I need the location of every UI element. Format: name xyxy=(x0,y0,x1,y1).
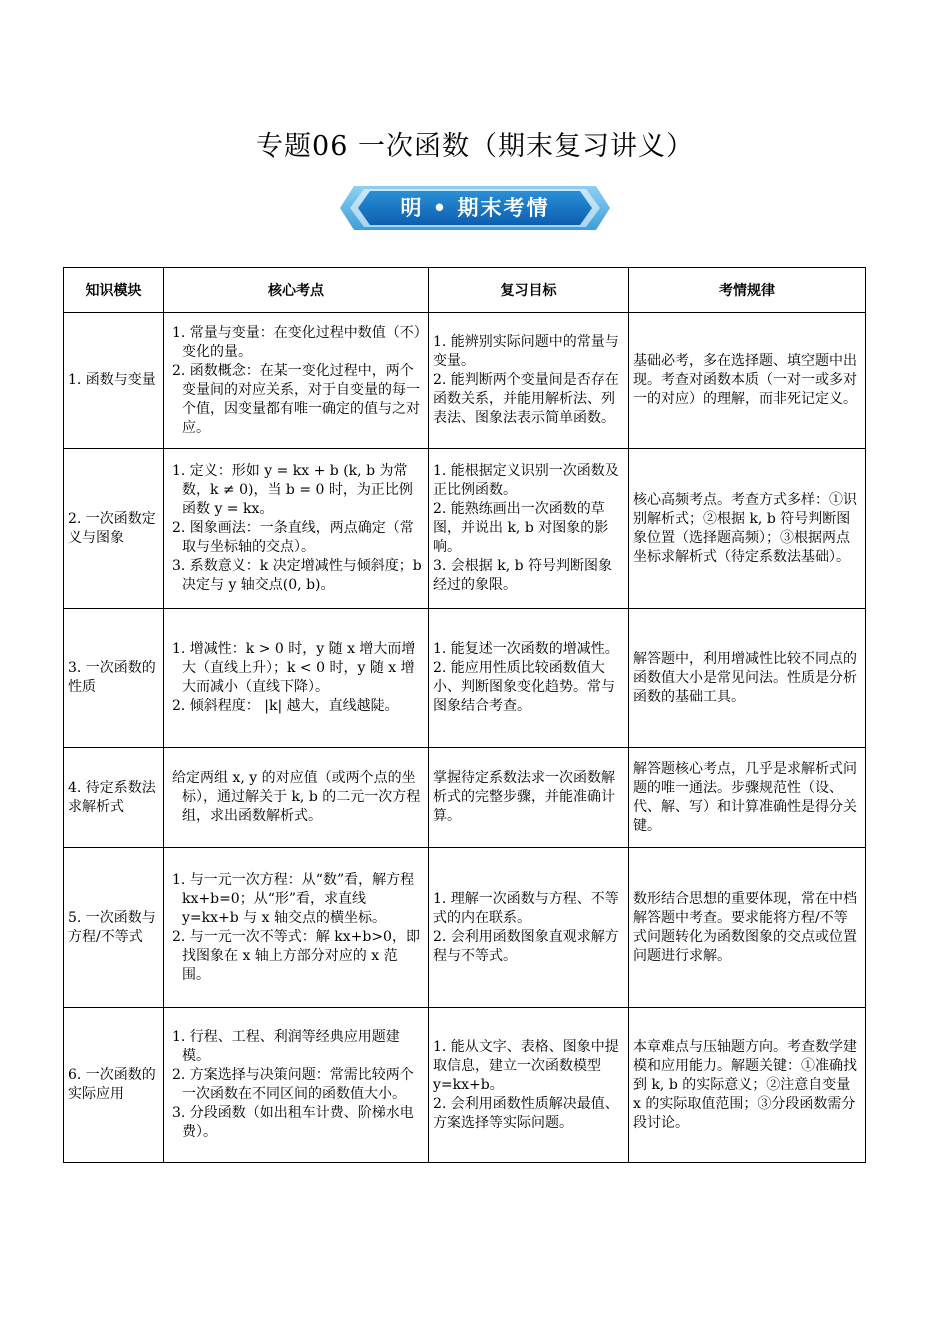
core-cell xyxy=(164,609,429,748)
module-cell: 1. 函数与变量 xyxy=(64,313,164,449)
core-cell xyxy=(164,848,429,1008)
goal-cell xyxy=(429,848,629,1008)
core-item: 1. 定义：形如 y = kx + b (k, b 为常数，k ≠ 0)，当 b = 0 时，为正比例函数 y = kx。 xyxy=(172,463,413,517)
goal-item: 1. 理解一次函数与方程、不等式的内在联系。 xyxy=(433,890,619,926)
table-row xyxy=(64,449,866,609)
core-item: 2. 图象画法：一条直线，两点确定（常取与坐标轴的交点）。 xyxy=(172,520,414,555)
review-table xyxy=(63,267,866,1163)
table-row xyxy=(64,848,866,1008)
goal-item: 2. 能判断两个变量间是否存在函数关系，并能用解析法、列表法、图象法表示简单函数。 xyxy=(433,372,619,426)
goal-cell xyxy=(429,748,629,848)
core-item: 1. 行程、工程、利润等经典应用题建模。 xyxy=(172,1029,400,1064)
core-item: 2. 倾斜程度： |k| 越大，直线越陡。 xyxy=(172,698,399,714)
header-core: 核心考点 xyxy=(164,268,429,313)
module-cell: 5. 一次函数与方程/不等式 xyxy=(64,848,164,1008)
header-pattern: 考情规律 xyxy=(629,268,866,313)
goal-item: 2. 能应用性质比较函数值大小、判断图象变化趋势。常与图象结合考查。 xyxy=(433,660,615,714)
core-item: 2. 方案选择与决策问题：常需比较两个一次函数在不同区间的函数值大小。 xyxy=(172,1067,414,1102)
goal-cell xyxy=(429,313,629,449)
core-item: 1. 增减性：k > 0 时，y 随 x 增大而增大（直线上升）；k < 0 时，y 随 x 增大而减小（直线下降）。 xyxy=(172,641,416,695)
core-cell xyxy=(164,1008,429,1163)
module-cell: 3. 一次函数的性质 xyxy=(64,609,164,748)
goal-cell xyxy=(429,609,629,748)
header-module: 知识模块 xyxy=(64,268,164,313)
goal-item: 1. 能复述一次函数的增减性。 xyxy=(433,641,619,657)
goal-item: 2. 能熟练画出一次函数的草图，并说出 k, b 对图象的影响。 xyxy=(433,501,609,555)
core-item: 2. 函数概念：在某一变化过程中，两个变量间的对应关系，对于自变量的每一个值，因变量都有唯一确定的值与之对应。 xyxy=(172,362,420,436)
module-cell: 6. 一次函数的实际应用 xyxy=(64,1008,164,1163)
core-item: 1. 与一元一次方程：从“数”看，解方程 kx+b=0；从“形”看，求直线 y=kx+b 与 x 轴交点的横坐标。 xyxy=(172,871,415,926)
pattern-cell: 数形结合思想的重要体现，常在中档解答题中考查。要求能将方程/不等式问题转化为函数图象的交点或位置问题进行求解。 xyxy=(629,848,866,1008)
module-cell: 4. 待定系数法求解析式 xyxy=(64,748,164,848)
goal-item: 1. 能从文字、表格、图象中提取信息，建立一次函数模型 y=kx+b。 xyxy=(433,1038,619,1093)
goal-cell xyxy=(429,449,629,609)
banner-label: 明 • 期末考情 xyxy=(400,196,550,220)
table-row xyxy=(64,609,866,748)
core-cell xyxy=(164,748,429,848)
core-cell xyxy=(164,449,429,609)
table-row xyxy=(64,748,866,848)
core-item: 给定两组 x, y 的对应值（或两个点的坐标），通过解关于 k, b 的二元一次方程组，求出函数解析式。 xyxy=(172,770,421,824)
core-item: 3. 分段函数（如出租车计费、阶梯水电费）。 xyxy=(172,1105,414,1140)
section-banner xyxy=(340,183,610,233)
header-goal: 复习目标 xyxy=(429,268,629,313)
pattern-cell: 核心高频考点。考查方式多样：①识别解析式；②根据 k, b 符号判断图象位置（选择题高频）；③根据两点坐标求解析式（待定系数法基础）。 xyxy=(629,449,866,609)
pattern-cell: 基础必考，多在选择题、填空题中出现。考查对函数本质（一对一或多对一的对应）的理解，而非死记定义。 xyxy=(629,313,866,449)
table-row xyxy=(64,1008,866,1163)
goal-item: 2. 会利用函数性质解决最值、方案选择等实际问题。 xyxy=(433,1095,619,1131)
goal-item: 3. 会根据 k, b 符号判断图象经过的象限。 xyxy=(433,558,613,593)
goal-item: 掌握待定系数法求一次函数解析式的完整步骤，并能准确计算。 xyxy=(433,770,615,824)
table-row xyxy=(64,313,866,449)
table-header-row xyxy=(64,268,866,313)
goal-cell xyxy=(429,1008,629,1163)
core-item: 2. 与一元一次不等式：解 kx+b>0，即找图象在 x 轴上方部分对应的 x 范围。 xyxy=(172,928,420,983)
pattern-cell: 解答题中，利用增减性比较不同点的函数值大小是常见问法。性质是分析函数的基础工具。 xyxy=(629,609,866,748)
goal-item: 2. 会利用函数图象直观求解方程与不等式。 xyxy=(433,928,619,964)
goal-item: 1. 能辨别实际问题中的常量与变量。 xyxy=(433,334,619,369)
core-item: 1. 常量与变量：在变化过程中数值（不）变化的量。 xyxy=(172,324,421,360)
pattern-cell: 本章难点与压轴题方向。考查数学建模和应用能力。解题关键：①准确找到 k, b 的实际意义；②注意自变量 x 的实际取值范围；③分段函数需分段讨论。 xyxy=(629,1008,866,1163)
core-cell xyxy=(164,313,429,449)
pattern-cell: 解答题核心考点，几乎是求解析式问题的唯一通法。步骤规范性（设、代、解、写）和计算准确性是得分关键。 xyxy=(629,748,866,848)
module-cell: 2. 一次函数定义与图象 xyxy=(64,449,164,609)
core-item: 3. 系数意义：k 决定增减性与倾斜度；b 决定与 y 轴交点(0, b)。 xyxy=(172,558,422,593)
page-title: 专题06 一次函数（期末复习讲义） xyxy=(256,131,694,162)
goal-item: 1. 能根据定义识别一次函数及正比例函数。 xyxy=(433,463,619,498)
